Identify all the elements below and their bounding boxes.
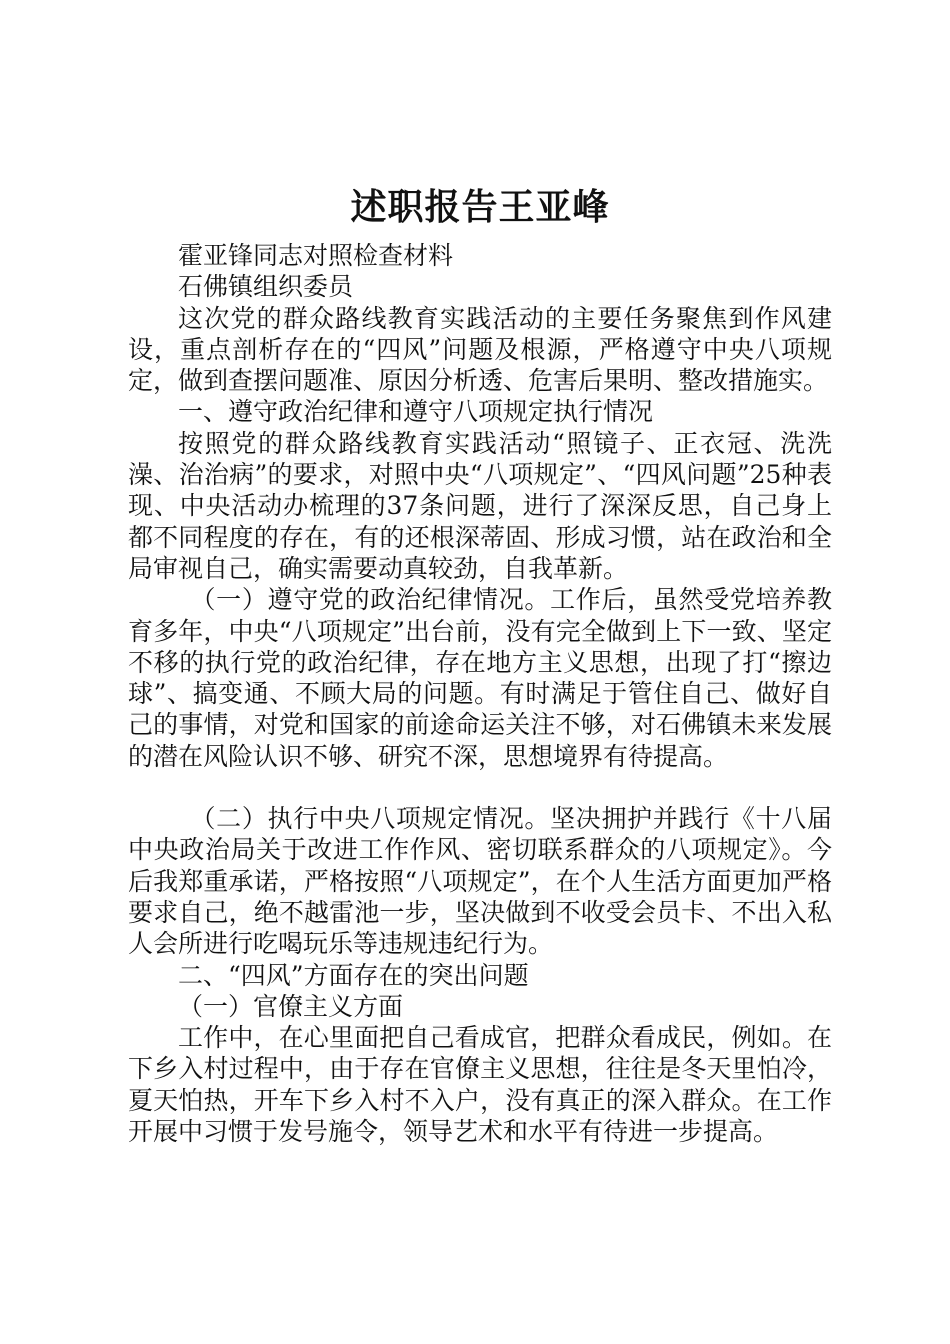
paragraph-subsection-2-1-body: 工作中，在心里面把自己看成官，把群众看成民，例如。在下乡入村过程中，由于存在官僚主义思想，往往是冬天里怕冷，夏天怕热，开车下乡入村不入户，没有真正的深入群众。在工作开展中习惯于发号施令，领导艺术和水平有待进一步提高。 xyxy=(128,1023,832,1147)
document-page xyxy=(128,180,832,1147)
paragraph-subsection-1-2: （二）执行中央八项规定情况。坚决拥护并践行《十八届中央政治局关于改进工作作风、密切联系群众的八项规定》。今后我郑重承诺，严格按照“八项规定”，在个人生活方面更加严格要求自己，绝不越雷池一步，坚决做到不收受会员卡、不出入私人会所进行吃喝玩乐等违规违纪行为。 xyxy=(128,804,832,959)
paragraph-subject: 霍亚锋同志对照检查材料 xyxy=(178,241,454,270)
paragraph-section-1-body: 按照党的群众路线教育实践活动“照镜子、正衣冠、洗洗澡、治治病”的要求，对照中央“八项规定”、“四风问题”25种表现、中央活动办梳理的37条问题，进行了深深反思，自己身上都不同程度的存在，有的还根深蒂固、形成习惯，站在政治和全局审视自己，确实需要动真较劲，自我革新。 xyxy=(128,428,832,583)
paragraph-intro: 这次党的群众路线教育实践活动的主要任务聚焦到作风建设，重点剖析存在的“四风”问题及根源，严格遵守中央八项规定，做到查摆问题准、原因分析透、危害后果明、整改措施实。 xyxy=(128,303,832,396)
document-title: 述职报告王亚峰 xyxy=(350,187,610,228)
subsection-heading-2-1: （一）官僚主义方面 xyxy=(178,991,404,1021)
paragraph-author-position: 石佛镇组织委员 xyxy=(178,272,354,302)
paragraph-spacer xyxy=(128,772,832,803)
section-heading-1: 一、遵守政治纪律和遵守八项规定执行情况 xyxy=(178,397,654,427)
section-heading-2: 二、“四风”方面存在的突出问题 xyxy=(178,960,529,990)
paragraph-subsection-1-1: （一）遵守党的政治纪律情况。工作后，虽然受党培养教育多年，中央“八项规定”出台前，没有完全做到上下一致、坚定不移的执行党的政治纪律，存在地方主义思想，出现了打“擦边球”、搞变通、不顾大局的问题。有时满足于管住自己、做好自己的事情，对党和国家的前途命运关注不够，对石佛镇未来发展的潜在风险认识不够、研究不深，思想境界有待提高。 xyxy=(128,585,832,771)
